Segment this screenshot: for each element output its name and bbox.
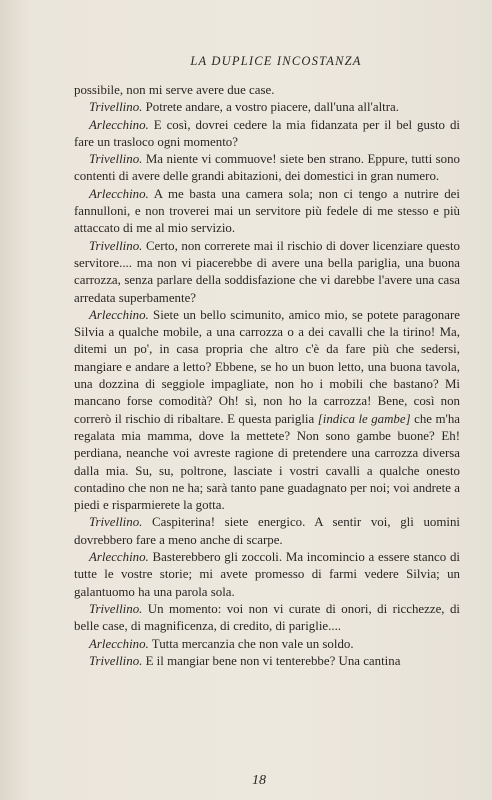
running-head: LA DUPLICE INCOSTANZA [190,54,362,68]
speaker-name: Trivellino. [89,515,143,530]
speaker-name: Trivellino. [89,653,143,668]
paragraph-text: possibile, non mi serve avere due case. [74,83,275,97]
paragraph [74,99,460,116]
body-text [74,82,460,670]
paragraph-text: Basterebbero gli zoccoli. Ma incomincio a essere stanco di tutte le vostre storie; mi avete promesso di farmi vedere Silvia; un galantuomo ha una parola sola. [74,550,460,599]
page-number: 18 [252,773,266,788]
paragraph [74,82,460,99]
paragraph-text: Caspiterina! siete energico. A sentir voi, gli uomini dovrebbero fare a meno anche di scarpe. [74,515,460,547]
paragraph [74,238,460,307]
speaker-name: Arlecchino. [89,550,149,565]
speaker-name: Trivellino. [89,152,143,167]
paragraph-text: Un momento: voi non vi curate di onori, di ricchezze, di belle case, di magnificenza, di credito, di pariglie.... [74,601,460,634]
speaker-name: Arlecchino. [89,307,149,322]
paragraph [74,636,460,653]
paragraph [74,549,460,601]
speaker-name: Trivellino. [89,238,143,253]
paragraph [74,186,460,238]
paragraph-text: Potrete andare, a vostro piacere, dall'una all'altra. [142,100,399,115]
speaker-name: Arlecchino. [89,117,149,132]
paragraph [74,307,460,515]
speaker-name: Trivellino. [89,601,143,616]
paragraph [74,653,460,670]
paragraph-text: che m'ha regalata mia mamma, dove la mettete? Non sono gambe buone? Eh! perdiana, neanche voi avreste ragione di pretendere una carrozza diversa dalla mia. Su, su, poltrone, lasciate i vostri cavalli a qualche onesto contadino che non ne ha; sarà tanto pane guadagnato per noi; voi andrete a piedi e risparmierete la gotta. [74,411,461,513]
paragraph [74,151,460,186]
speaker-name: Arlecchino. [89,186,149,201]
paragraph-text: A me basta una camera sola; non ci tengo a nutrire dei fannulloni, e non troverei mai un servitore più fedele di me stesso e più attaccato di me al mio servizio. [74,186,460,236]
paragraph-text: E il mangiar bene non vi tenterebbe? Una cantina [142,653,401,668]
paragraph-text: Siete un bello scimunito, amico mio, se potete paragonare Silvia a qualche mobile, a una carrozza o a dei cavalli che la tirino! Ma, ditemi un po', in casa propria che altro c'è da fare più che sedersi, mangiare e andare a letto? Ebbene, se ho un buon letto, una buona tavola, una dozzina di seggiole impagliate, non ho i mobili che bastano? Mi mancano forse comodità? Oh! sì, non ho la carrozza! Bene, così non correrò il rischio di ribaltare. E questa pariglia [74,307,460,426]
stage-direction: [indica le gambe] [317,411,411,426]
paragraph [74,117,460,152]
paragraph [74,514,460,549]
paragraph-text: Ma niente vi commuove! siete ben strano. Eppure, tutti sono contenti di avere delle grandi abitazioni, dei domestici in gran numero. [74,152,460,184]
speaker-name: Trivellino. [89,100,143,115]
paragraph-text: Tutta mercanzia che non vale un soldo. [148,636,354,651]
paragraph-text: Certo, non correrete mai il rischio di dover licenziare questo servitore.... ma non vi piacerebbe di avere una bella pariglia, una buona carrozza, senza parlare della soddisfazione che vi darebbe l'avere una casa arredata superbamente? [74,238,460,305]
paragraph-text: E così, dovrei cedere la mia fidanzata per il bel gusto di fare un trasloco ogni momento? [74,117,460,149]
speaker-name: Arlecchino. [89,636,149,651]
paragraph [74,601,460,636]
